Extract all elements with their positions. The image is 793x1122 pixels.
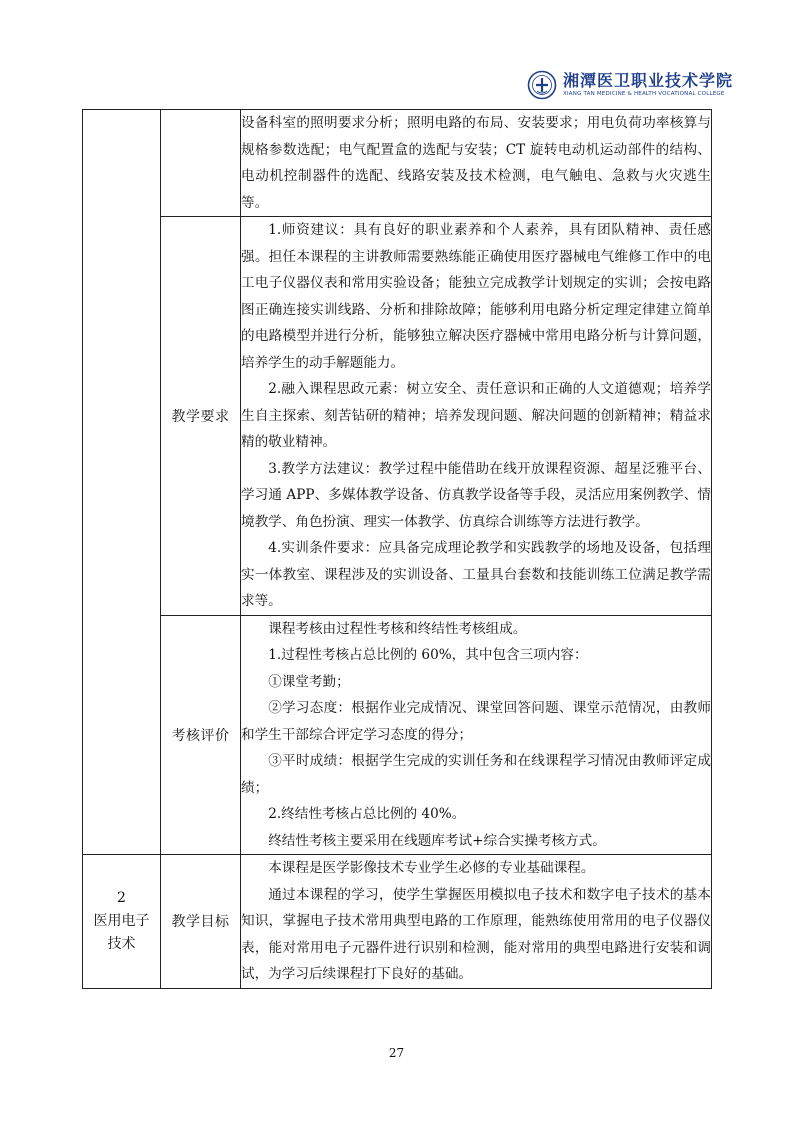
college-name-cn: 湘潭医卫职业技术学院 bbox=[563, 70, 734, 90]
content-paragraph: 设备科室的照明要求分析；照明电路的布局、安装要求；用电负荷功率核算与规格参数选配；电气配置盒的选配与安装；CT 旋转电动机运动部件的结构、电动机控制器件的选配、线路安装及技术检测，电气触电、急救与火灾逃生等。 bbox=[241, 115, 711, 211]
table-row-assessment bbox=[83, 615, 712, 855]
content-paragraph: 终结性考核主要采用在线题库考试+综合实操考核方式。 bbox=[268, 832, 606, 849]
college-emblem-icon bbox=[527, 70, 557, 100]
content-paragraph: 通过本课程的学习，使学生掌握医用模拟电子技术和数字电子技术的基本知识，掌握电子技术常用典型电路的工作原理，能熟练使用常用的电子仪器仪表，能对常用电子元器件进行识别和检测，能对常用的典型电路进行安装和调试，为学习后续课程打下良好的基础。 bbox=[241, 886, 711, 982]
table-row-course-2 bbox=[83, 855, 712, 989]
course-name: 医用电子 技术 bbox=[93, 912, 150, 952]
content-paragraph: 4.实训条件要求：应具备完成理论教学和实践教学的场地及设备，包括理实一体教室、课程涉及的实训设备、工量具台套数和技能训练工位满足教学需求等。 bbox=[241, 540, 711, 609]
content-continued bbox=[241, 110, 712, 217]
label-teaching-objectives: 教学目标 bbox=[161, 855, 241, 989]
course-table bbox=[82, 109, 712, 989]
content-paragraph: ②学习态度：根据作业完成情况、课堂回答问题、课堂示范情况，由教师和学生干部综合评定学习态度的得分； bbox=[241, 700, 711, 743]
content-assessment bbox=[241, 615, 712, 855]
label-cell-empty bbox=[161, 110, 241, 217]
content-paragraph: 2.融入课程思政元素：树立安全、责任意识和正确的人文道德观；培养学生自主探索、刻苦钻研的精神；培养发现问题、解决问题的创新精神；精益求精的敬业精神。 bbox=[241, 381, 711, 450]
course-cell-continued bbox=[83, 110, 161, 855]
table-row-content-continued bbox=[83, 110, 712, 217]
college-logo bbox=[527, 68, 734, 102]
label-assessment: 考核评价 bbox=[161, 615, 241, 855]
content-paragraph: ①课堂考勤； bbox=[268, 673, 350, 690]
content-teaching-objectives bbox=[241, 855, 712, 989]
content-paragraph: 3.教学方法建议：教学过程中能借助在线开放课程资源、超星泛雅平台、学习通 APP、多媒体教学设备、仿真教学设备等手段，灵活应用案例教学、情境教学、角色扮演、理实一体教学、仿真综合训练等方法进行教学。 bbox=[241, 460, 711, 530]
label-teaching-requirements: 教学要求 bbox=[161, 217, 241, 616]
content-paragraph: 本课程是医学影像技术专业学生必修的专业基础课程。 bbox=[268, 860, 595, 876]
content-teaching-requirements bbox=[241, 217, 712, 616]
college-name-en: XIANG TAN MEDICINE & HEALTH VOCATIONAL COLLEGE bbox=[563, 90, 725, 97]
page-number: 27 bbox=[388, 1046, 405, 1060]
table-row-teaching-requirements bbox=[83, 217, 712, 616]
content-paragraph: 1.师资建议：具有良好的职业素养和个人素养，具有团队精神、责任感强。担任本课程的主讲教师需要熟练能正确使用医疗器械电气维修工作中的电工电子仪器仪表和常用实验设备；能独立完成教学计划规定的实训；会按电路图正确连接实训线路、分析和排除故障；能够利用电路分析定理定律建立简单的电路模型并进行分析，能够独立解决医疗器械中常用电路分析与计算问题，培养学生的动手解题能力。 bbox=[241, 222, 711, 371]
content-paragraph: 1.过程性考核占总比例的 60%，其中包含三项内容： bbox=[268, 647, 588, 663]
content-paragraph: ③平时成绩：根据学生完成的实训任务和在线课程学习情况由教师评定成绩； bbox=[241, 753, 711, 796]
course-cell-2 bbox=[83, 855, 161, 989]
content-paragraph: 2.终结性考核占总比例的 40%。 bbox=[268, 806, 466, 822]
course-number: 2 bbox=[117, 889, 126, 906]
content-paragraph: 课程考核由过程性考核和终结性考核组成。 bbox=[268, 620, 527, 637]
